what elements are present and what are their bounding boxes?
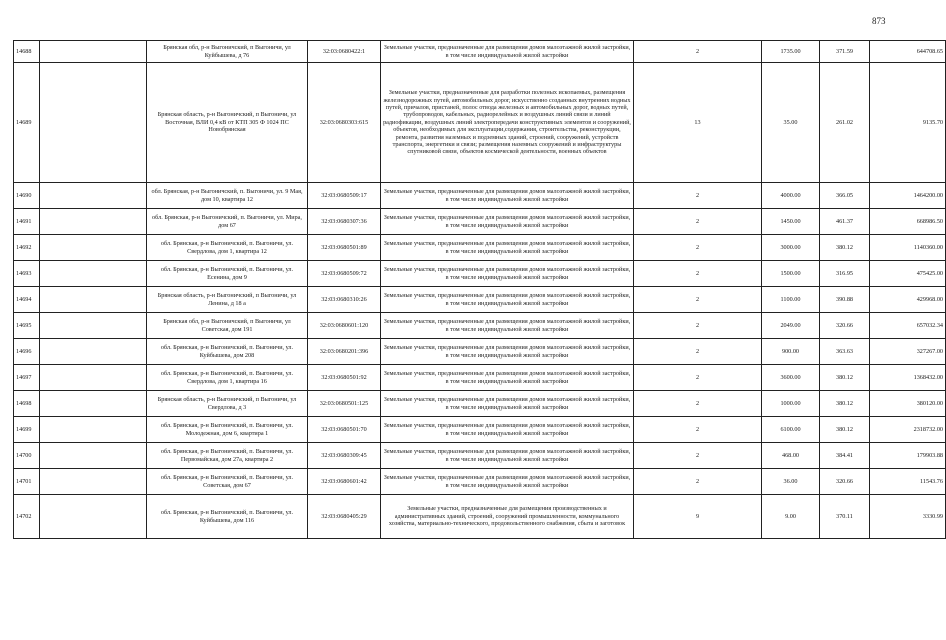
row-id-cell: 14702: [14, 495, 40, 539]
specific-value-cell: 320.66: [820, 469, 870, 495]
category-code-cell: 2: [634, 41, 762, 63]
address-cell: обл. Брянская, р-н Выгоничский, п. Выгоничи, ул. Свердлова, дом 1, квартира 12: [147, 235, 308, 261]
table-row: [14, 313, 946, 339]
table-body: [14, 41, 946, 539]
category-code-cell: 2: [634, 443, 762, 469]
specific-value-cell: 380.12: [820, 391, 870, 417]
permitted-use-cell: Земельные участки, предназначенные для разработки полезных ископаемых, размещения железнодорожных путей, автомобильных дорог, искусственно созданных внутренних водных путей, причалов, пристаней, полос отвода железных и автомобильных дорог, водных путей, трубопроводов, кабельных, радиорелейных и воздушных линий связи и линий радиофикации, воздушных линий электропередачи конструктивных элементов и сооружений, объектов, необходимых для эксплуатации,содержания, строительства, реконструкции, ремонта, развития наземных и подземных зданий, строений, сооружений, устройств транспорта, энергетики и связи; размещения наземных сооружений и инфраструктуры спутниковой связи, объектов космической деятельности, военных объектов: [381, 63, 634, 183]
table-row: [14, 365, 946, 391]
row-id-cell: 14691: [14, 209, 40, 235]
address-cell: Брянская область, р-н Выгоничский, п Выгоничи, ул Ленина, д 18 а: [147, 287, 308, 313]
category-code-cell: 2: [634, 261, 762, 287]
address-cell: обл. Брянская, р-н Выгоничский, п. Выгоничи, ул. Советская, дом 67: [147, 469, 308, 495]
specific-value-cell: 371.59: [820, 41, 870, 63]
page-number: 873: [872, 16, 886, 26]
table-row: [14, 391, 946, 417]
table-row: [14, 235, 946, 261]
category-code-cell: 9: [634, 495, 762, 539]
cadastral-number-cell: 32:03:0680501:92: [308, 365, 381, 391]
row-id-cell: 14693: [14, 261, 40, 287]
address-cell: Брянская обл, р-н Выгоничский, п Выгоничи, ул Куйбышева, д 76: [147, 41, 308, 63]
cadastral-value-cell: 644708.65: [870, 41, 946, 63]
category-code-cell: 2: [634, 339, 762, 365]
row-id-cell: 14696: [14, 339, 40, 365]
category-code-cell: 13: [634, 63, 762, 183]
area-cell: 1500.00: [762, 261, 820, 287]
category-code-cell: 2: [634, 365, 762, 391]
table-row: [14, 339, 946, 365]
area-cell: 1450.00: [762, 209, 820, 235]
cadastral-number-cell: 32:03:0680201:396: [308, 339, 381, 365]
empty-cell: [40, 469, 147, 495]
permitted-use-cell: Земельные участки, предназначенные для размещения домов малоэтажной жилой застройки, в том числе индивидуальной жилой застройки: [381, 391, 634, 417]
permitted-use-cell: Земельные участки, предназначенные для размещения домов малоэтажной жилой застройки, в том числе индивидуальной жилой застройки: [381, 261, 634, 287]
specific-value-cell: 461.37: [820, 209, 870, 235]
table-row: [14, 63, 946, 183]
empty-cell: [40, 495, 147, 539]
row-id-cell: 14692: [14, 235, 40, 261]
area-cell: 1735.00: [762, 41, 820, 63]
specific-value-cell: 380.12: [820, 417, 870, 443]
area-cell: 6100.00: [762, 417, 820, 443]
cadastral-value-cell: 1464200.00: [870, 183, 946, 209]
address-cell: обл. Брянская, р-н Выгоничский, п. Выгоничи, ул. Есенина, дом 9: [147, 261, 308, 287]
empty-cell: [40, 417, 147, 443]
area-cell: 2049.00: [762, 313, 820, 339]
cadastral-value-cell: 475425.00: [870, 261, 946, 287]
cadastral-number-cell: 32:03:0680501:70: [308, 417, 381, 443]
area-cell: 35.00: [762, 63, 820, 183]
table-row: [14, 209, 946, 235]
cadastral-value-cell: 380120.00: [870, 391, 946, 417]
table-row: [14, 183, 946, 209]
address-cell: обл. Брянская, р-н Выгоничский, п. Выгоничи, ул. Куйбышева, дом 208: [147, 339, 308, 365]
specific-value-cell: 363.63: [820, 339, 870, 365]
table-row: [14, 417, 946, 443]
specific-value-cell: 370.11: [820, 495, 870, 539]
address-cell: обл. Брянская, р-н Выгоничский, п. Выгоничи, ул. 9 Мая, дом 10, квартира 12: [147, 183, 308, 209]
specific-value-cell: 380.12: [820, 365, 870, 391]
table-row: [14, 495, 946, 539]
land-registry-table: [13, 40, 946, 539]
specific-value-cell: 320.66: [820, 313, 870, 339]
cadastral-value-cell: 9135.70: [870, 63, 946, 183]
category-code-cell: 2: [634, 313, 762, 339]
table-row: [14, 261, 946, 287]
area-cell: 1100.00: [762, 287, 820, 313]
area-cell: 900.00: [762, 339, 820, 365]
row-id-cell: 14688: [14, 41, 40, 63]
permitted-use-cell: Земельные участки, предназначенные для размещения домов малоэтажной жилой застройки, в том числе индивидуальной жилой застройки: [381, 417, 634, 443]
cadastral-value-cell: 668986.50: [870, 209, 946, 235]
cadastral-number-cell: 32:03:0680303:615: [308, 63, 381, 183]
permitted-use-cell: Земельные участки, предназначенные для размещения домов малоэтажной жилой застройки, в том числе индивидуальной жилой застройки: [381, 183, 634, 209]
address-cell: обл. Брянская, р-н Выгоничский, п. Выгоничи, ул. Мира, дом 67: [147, 209, 308, 235]
cadastral-value-cell: 657032.34: [870, 313, 946, 339]
empty-cell: [40, 41, 147, 63]
cadastral-number-cell: 32:03:0680509:72: [308, 261, 381, 287]
cadastral-number-cell: 32:03:0680307:36: [308, 209, 381, 235]
row-id-cell: 14695: [14, 313, 40, 339]
permitted-use-cell: Земельные участки, предназначенные для размещения производственных и административных зданий, строений, сооружений промышленности, коммунального хозяйства, материально-технического, продовольственного снабжения, сбыта и заготовок: [381, 495, 634, 539]
permitted-use-cell: Земельные участки, предназначенные для размещения домов малоэтажной жилой застройки, в том числе индивидуальной жилой застройки: [381, 469, 634, 495]
specific-value-cell: 384.41: [820, 443, 870, 469]
area-cell: 3600.00: [762, 365, 820, 391]
category-code-cell: 2: [634, 235, 762, 261]
permitted-use-cell: Земельные участки, предназначенные для размещения домов малоэтажной жилой застройки, в том числе индивидуальной жилой застройки: [381, 41, 634, 63]
category-code-cell: 2: [634, 417, 762, 443]
address-cell: обл. Брянская, р-н Выгоничский, п. Выгоничи, ул. Куйбышева, дом 116: [147, 495, 308, 539]
area-cell: 36.00: [762, 469, 820, 495]
empty-cell: [40, 63, 147, 183]
area-cell: 3000.00: [762, 235, 820, 261]
empty-cell: [40, 183, 147, 209]
address-cell: Брянская обл, р-н Выгоничский, п Выгоничи, ул Советская, дом 191: [147, 313, 308, 339]
cadastral-number-cell: 32:03:0680405:29: [308, 495, 381, 539]
cadastral-value-cell: 11543.76: [870, 469, 946, 495]
empty-cell: [40, 391, 147, 417]
specific-value-cell: 390.88: [820, 287, 870, 313]
specific-value-cell: 380.12: [820, 235, 870, 261]
cadastral-value-cell: 2318732.00: [870, 417, 946, 443]
permitted-use-cell: Земельные участки, предназначенные для размещения домов малоэтажной жилой застройки, в том числе индивидуальной жилой застройки: [381, 339, 634, 365]
address-cell: Брянская область, р-н Выгоничский, п Выгоничи, ул Восточная, ВЛИ 0,4 кВ от КТП 305 Ф 1024 ПС Новобрянская: [147, 63, 308, 183]
cadastral-number-cell: 32:03:0680601:42: [308, 469, 381, 495]
category-code-cell: 2: [634, 469, 762, 495]
row-id-cell: 14694: [14, 287, 40, 313]
address-cell: обл. Брянская, р-н Выгоничский, п. Выгоничи, ул. Молодежная, дом 6, квартира 1: [147, 417, 308, 443]
cadastral-number-cell: 32:03:0680501:125: [308, 391, 381, 417]
area-cell: 1000.00: [762, 391, 820, 417]
permitted-use-cell: Земельные участки, предназначенные для размещения домов малоэтажной жилой застройки, в том числе индивидуальной жилой застройки: [381, 209, 634, 235]
cadastral-value-cell: 327267.00: [870, 339, 946, 365]
empty-cell: [40, 235, 147, 261]
specific-value-cell: 366.05: [820, 183, 870, 209]
cadastral-value-cell: 3330.99: [870, 495, 946, 539]
empty-cell: [40, 209, 147, 235]
empty-cell: [40, 365, 147, 391]
permitted-use-cell: Земельные участки, предназначенные для размещения домов малоэтажной жилой застройки, в том числе индивидуальной жилой застройки: [381, 443, 634, 469]
permitted-use-cell: Земельные участки, предназначенные для размещения домов малоэтажной жилой застройки, в том числе индивидуальной жилой застройки: [381, 365, 634, 391]
permitted-use-cell: Земельные участки, предназначенные для размещения домов малоэтажной жилой застройки, в том числе индивидуальной жилой застройки: [381, 235, 634, 261]
row-id-cell: 14700: [14, 443, 40, 469]
empty-cell: [40, 313, 147, 339]
table-row: [14, 287, 946, 313]
address-cell: обл. Брянская, р-н Выгоничский, п. Выгоничи, ул. Первомайская, дом 27а, квартира 2: [147, 443, 308, 469]
cadastral-number-cell: 32:03:0680501:89: [308, 235, 381, 261]
empty-cell: [40, 287, 147, 313]
category-code-cell: 2: [634, 209, 762, 235]
permitted-use-cell: Земельные участки, предназначенные для размещения домов малоэтажной жилой застройки, в том числе индивидуальной жилой застройки: [381, 313, 634, 339]
address-cell: обл. Брянская, р-н Выгоничский, п. Выгоничи, ул. Свердлова, дом 1, квартира 16: [147, 365, 308, 391]
table-row: [14, 41, 946, 63]
row-id-cell: 14699: [14, 417, 40, 443]
area-cell: 468.00: [762, 443, 820, 469]
table-row: [14, 469, 946, 495]
row-id-cell: 14701: [14, 469, 40, 495]
area-cell: 4000.00: [762, 183, 820, 209]
cadastral-number-cell: 32:03:0680601:120: [308, 313, 381, 339]
row-id-cell: 14689: [14, 63, 40, 183]
table-row: [14, 443, 946, 469]
empty-cell: [40, 339, 147, 365]
row-id-cell: 14697: [14, 365, 40, 391]
specific-value-cell: 316.95: [820, 261, 870, 287]
row-id-cell: 14698: [14, 391, 40, 417]
category-code-cell: 2: [634, 391, 762, 417]
area-cell: 9.00: [762, 495, 820, 539]
cadastral-value-cell: 1368432.00: [870, 365, 946, 391]
cadastral-number-cell: 32:03:0680422:1: [308, 41, 381, 63]
cadastral-number-cell: 32:03:0680310:26: [308, 287, 381, 313]
cadastral-number-cell: 32:03:0680309:45: [308, 443, 381, 469]
specific-value-cell: 261.02: [820, 63, 870, 183]
cadastral-value-cell: 1140360.00: [870, 235, 946, 261]
cadastral-value-cell: 429968.00: [870, 287, 946, 313]
empty-cell: [40, 261, 147, 287]
cadastral-number-cell: 32:03:0680509:17: [308, 183, 381, 209]
row-id-cell: 14690: [14, 183, 40, 209]
empty-cell: [40, 443, 147, 469]
cadastral-value-cell: 179903.88: [870, 443, 946, 469]
category-code-cell: 2: [634, 183, 762, 209]
address-cell: Брянская область, р-н Выгоничский, п Выгоничи, ул Свердлова, д 3: [147, 391, 308, 417]
category-code-cell: 2: [634, 287, 762, 313]
permitted-use-cell: Земельные участки, предназначенные для размещения домов малоэтажной жилой застройки, в том числе индивидуальной жилой застройки: [381, 287, 634, 313]
